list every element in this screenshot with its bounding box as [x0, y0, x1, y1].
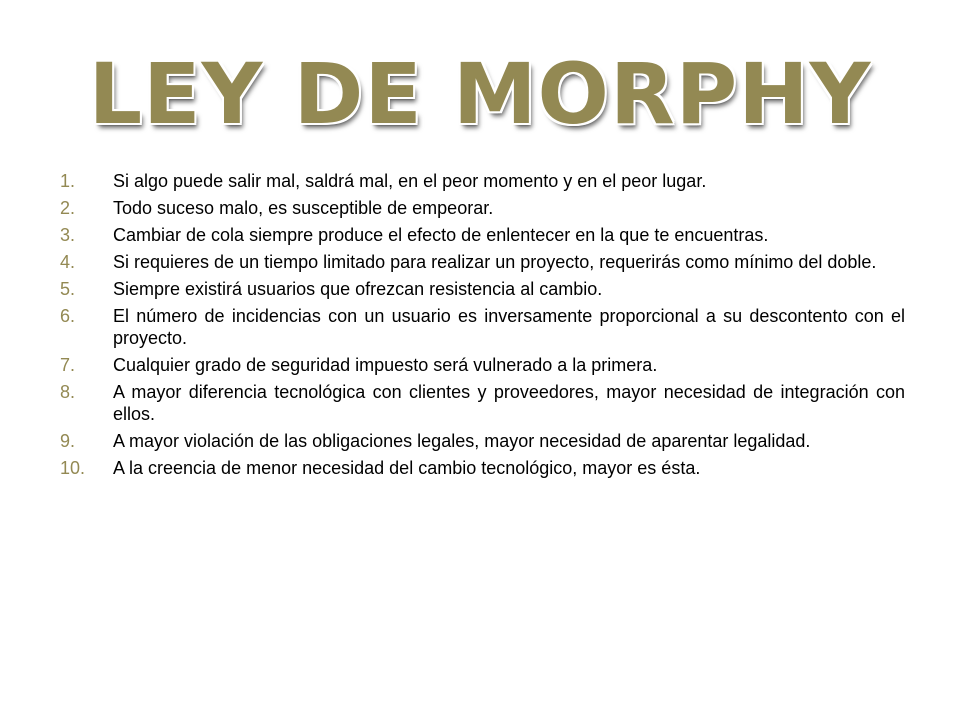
list-item	[60, 430, 905, 452]
list-item	[60, 170, 905, 192]
list-item-text: A la creencia de menor necesidad del cambio tecnológico, mayor es ésta.	[113, 458, 701, 478]
list-item	[60, 305, 905, 349]
list-item-number: 9.	[60, 431, 76, 451]
list-item-number: 10.	[60, 458, 86, 478]
list-item	[60, 224, 905, 246]
list-item	[60, 354, 905, 376]
list-item-number: 8.	[60, 382, 76, 402]
slide-title: LEY DE MORPHY	[88, 45, 872, 143]
list-item-number: 2.	[60, 198, 76, 218]
list-item-text: Si algo puede salir mal, saldrá mal, en el peor momento y en el peor lugar.	[113, 171, 707, 191]
laws-list	[60, 170, 905, 484]
list-item-number: 3.	[60, 225, 76, 245]
list-item	[60, 251, 905, 273]
list-item-number: 4.	[60, 252, 76, 272]
list-item-number: 7.	[60, 355, 76, 375]
list-item-text: Si requieres de un tiempo limitado para realizar un proyecto, requerirás como mínimo del doble.	[113, 252, 877, 272]
list-item	[60, 197, 905, 219]
list-item-text: Siempre existirá usuarios que ofrezcan resistencia al cambio.	[113, 279, 603, 299]
list-item-text: Todo suceso malo, es susceptible de empeorar.	[113, 198, 494, 218]
list-item-text: Cambiar de cola siempre produce el efecto de enlentecer en la que te encuentras.	[113, 225, 769, 245]
list-item-number: 5.	[60, 279, 76, 299]
list-item	[60, 278, 905, 300]
list-item-number: 1.	[60, 171, 76, 191]
list-item-text: El número de incidencias con un usuario es inversamente proporcional a su descontento con el proyecto.	[113, 306, 905, 348]
list-item	[60, 381, 905, 425]
list-item-text: A mayor diferencia tecnológica con clientes y proveedores, mayor necesidad de integración con ellos.	[113, 382, 905, 424]
list-item-text: A mayor violación de las obligaciones legales, mayor necesidad de aparentar legalidad.	[113, 431, 811, 451]
list-item-text: Cualquier grado de seguridad impuesto será vulnerado a la primera.	[113, 355, 658, 375]
list-item-number: 6.	[60, 306, 76, 326]
list-item	[60, 457, 905, 479]
